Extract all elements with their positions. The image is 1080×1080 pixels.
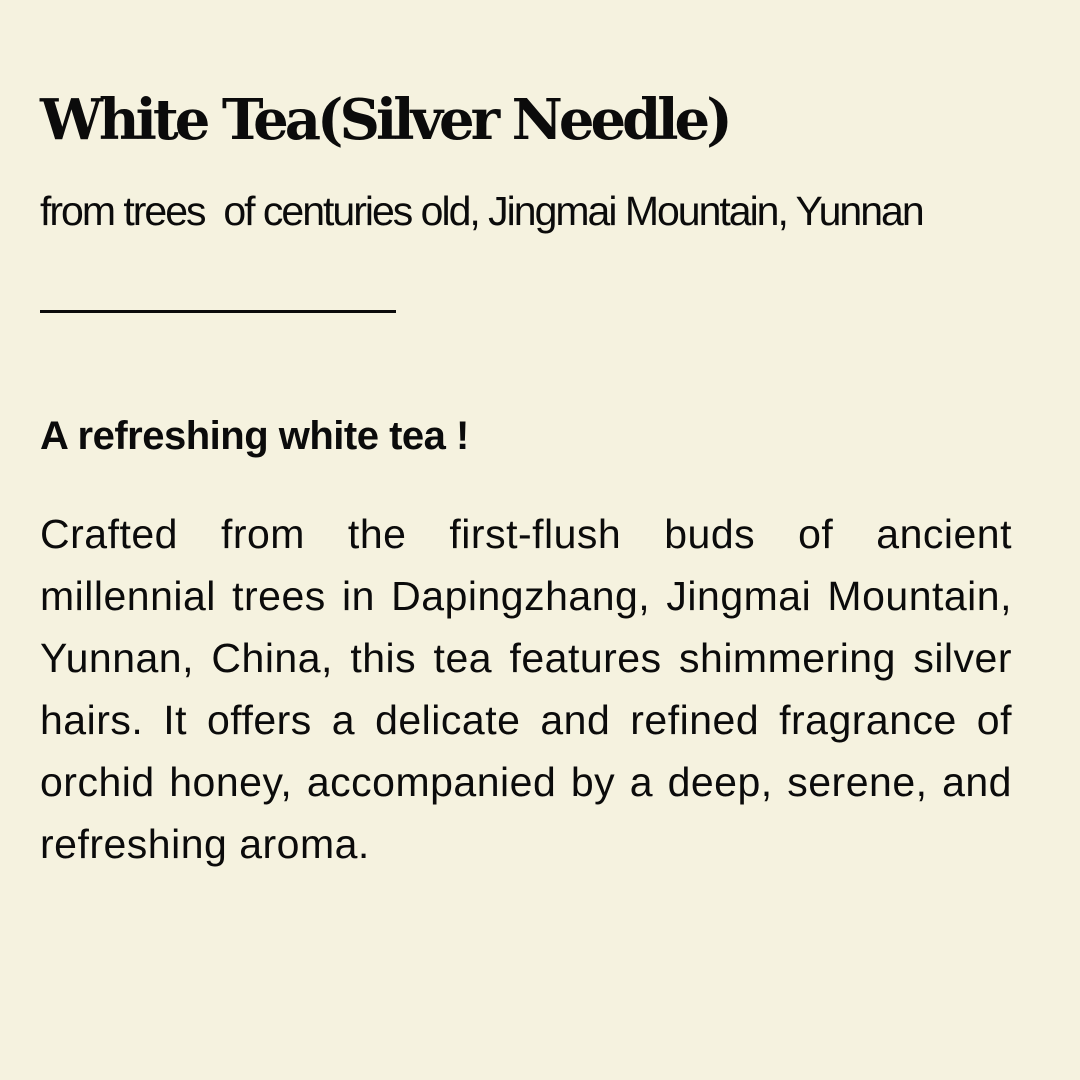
tea-tagline-heading: A refreshing white tea ! xyxy=(40,414,469,458)
tea-title: White Tea(Silver Needle) xyxy=(40,87,729,153)
tea-origin-subtitle: from trees of centuries old, Jingmai Mountain, Yunnan xyxy=(40,188,923,234)
tea-description: Crafted from the first-flush buds of ancient millennial trees in Dapingzhang, Jingmai Mountain, Yunnan, China, this tea features shimmering silver hairs. It offers a delicate and refined fragrance of orchid honey, accompanied by a deep, serene, and refreshing aroma. xyxy=(40,511,1012,867)
section-divider xyxy=(40,310,396,313)
